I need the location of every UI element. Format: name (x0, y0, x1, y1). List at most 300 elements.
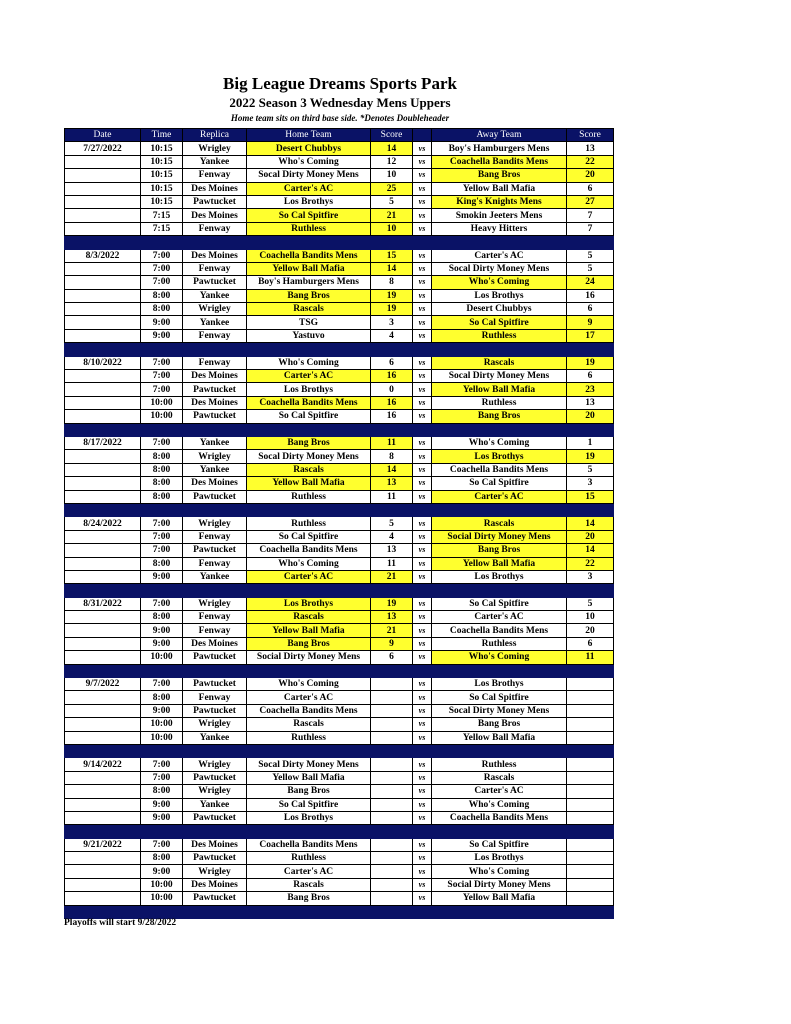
away-team-cell: Coachella Bandits Mens (432, 811, 567, 824)
away-team-cell: Bang Bros (432, 410, 567, 423)
vs-cell: vs (413, 718, 432, 731)
separator-cell (247, 343, 371, 356)
home-score-cell: 21 (371, 570, 413, 583)
home-score-cell: 19 (371, 303, 413, 316)
separator-cell (413, 503, 432, 516)
separator-cell (432, 343, 567, 356)
table-row (65, 758, 614, 771)
away-team-cell: Who's Coming (432, 651, 567, 664)
away-team-cell: Los Brothys (432, 570, 567, 583)
home-team-cell: Yellow Ball Mafia (247, 262, 371, 275)
away-score-cell: 5 (567, 463, 614, 476)
home-score-cell: 11 (371, 436, 413, 449)
page-title: Big League Dreams Sports Park (223, 74, 457, 93)
replica-cell: Yankee (183, 436, 247, 449)
date-cell (65, 878, 141, 891)
away-team-cell: Yellow Ball Mafia (432, 731, 567, 744)
table-row (65, 811, 614, 824)
date-cell (65, 811, 141, 824)
separator-cell (413, 744, 432, 757)
time-cell: 7:15 (141, 222, 183, 235)
away-score-cell: 20 (567, 624, 614, 637)
away-team-cell: Rascals (432, 771, 567, 784)
home-score-cell: 8 (371, 276, 413, 289)
replica-cell: Pawtucket (183, 544, 247, 557)
replica-cell: Yankee (183, 289, 247, 302)
home-score-cell: 16 (371, 396, 413, 409)
replica-cell: Fenway (183, 691, 247, 704)
away-score-cell: 7 (567, 222, 614, 235)
home-score-cell (371, 811, 413, 824)
vs-cell: vs (413, 329, 432, 342)
time-cell: 10:00 (141, 651, 183, 664)
replica-cell: Des Moines (183, 249, 247, 262)
home-score-cell: 19 (371, 597, 413, 610)
vs-cell: vs (413, 731, 432, 744)
home-score-cell: 5 (371, 517, 413, 530)
away-score-cell: 27 (567, 195, 614, 208)
time-cell: 8:00 (141, 852, 183, 865)
away-team-cell: So Cal Spitfire (432, 477, 567, 490)
separator-cell (65, 343, 141, 356)
separator-cell (371, 343, 413, 356)
time-cell: 7:00 (141, 249, 183, 262)
separator-cell (183, 744, 247, 757)
date-cell (65, 624, 141, 637)
away-team-cell: Los Brothys (432, 852, 567, 865)
vs-cell: vs (413, 570, 432, 583)
away-team-cell: Bang Bros (432, 169, 567, 182)
away-score-cell: 1 (567, 436, 614, 449)
table-row (65, 892, 614, 905)
vs-cell: vs (413, 303, 432, 316)
date-cell: 8/3/2022 (65, 249, 141, 262)
table-row (65, 370, 614, 383)
away-team-cell: Socal Dirty Money Mens (432, 262, 567, 275)
table-row (65, 477, 614, 490)
away-team-cell: Socal Dirty Money Mens (432, 704, 567, 717)
home-score-cell (371, 678, 413, 691)
time-cell: 9:00 (141, 316, 183, 329)
time-cell: 10:15 (141, 195, 183, 208)
replica-cell: Wrigley (183, 758, 247, 771)
away-score-cell: 7 (567, 209, 614, 222)
separator-cell (247, 744, 371, 757)
separator-cell (141, 343, 183, 356)
separator-cell (413, 905, 432, 918)
schedule-table (64, 128, 614, 919)
week-separator (65, 343, 614, 356)
separator-cell (183, 905, 247, 918)
away-score-cell (567, 892, 614, 905)
date-cell (65, 691, 141, 704)
replica-cell: Yankee (183, 316, 247, 329)
replica-cell: Des Moines (183, 396, 247, 409)
vs-cell: vs (413, 222, 432, 235)
replica-cell: Pawtucket (183, 852, 247, 865)
vs-cell: vs (413, 195, 432, 208)
table-row (65, 611, 614, 624)
home-team-cell: Rascals (247, 878, 371, 891)
away-team-cell: King's Knights Mens (432, 195, 567, 208)
time-cell: 7:00 (141, 838, 183, 851)
time-cell: 8:00 (141, 557, 183, 570)
away-score-cell: 10 (567, 611, 614, 624)
table-row (65, 704, 614, 717)
away-score-cell: 20 (567, 530, 614, 543)
week-separator (65, 584, 614, 597)
vs-cell: vs (413, 209, 432, 222)
away-score-cell: 19 (567, 450, 614, 463)
date-cell (65, 396, 141, 409)
away-score-cell: 15 (567, 490, 614, 503)
vs-cell: vs (413, 530, 432, 543)
table-row (65, 852, 614, 865)
time-cell: 9:00 (141, 570, 183, 583)
table-row (65, 155, 614, 168)
date-cell (65, 852, 141, 865)
away-score-cell (567, 678, 614, 691)
date-cell: 9/14/2022 (65, 758, 141, 771)
table-row (65, 396, 614, 409)
away-team-cell: Bang Bros (432, 544, 567, 557)
home-team-cell: Los Brothys (247, 811, 371, 824)
home-team-cell: Bang Bros (247, 637, 371, 650)
home-team-cell: Who's Coming (247, 155, 371, 168)
away-score-cell: 22 (567, 557, 614, 570)
date-cell: 8/17/2022 (65, 436, 141, 449)
vs-cell: vs (413, 436, 432, 449)
away-team-cell: So Cal Spitfire (432, 316, 567, 329)
date-cell (65, 222, 141, 235)
replica-cell: Pawtucket (183, 651, 247, 664)
home-score-cell: 19 (371, 289, 413, 302)
away-score-cell (567, 852, 614, 865)
week-separator (65, 825, 614, 838)
separator-cell (141, 236, 183, 249)
table-row (65, 838, 614, 851)
vs-cell: vs (413, 704, 432, 717)
table-row (65, 195, 614, 208)
replica-cell: Fenway (183, 169, 247, 182)
separator-cell (432, 236, 567, 249)
date-cell: 9/21/2022 (65, 838, 141, 851)
date-cell (65, 490, 141, 503)
replica-cell: Yankee (183, 155, 247, 168)
home-score-cell (371, 785, 413, 798)
home-score-cell (371, 771, 413, 784)
replica-cell: Pawtucket (183, 704, 247, 717)
replica-cell: Des Moines (183, 838, 247, 851)
separator-cell (413, 236, 432, 249)
away-team-cell: Coachella Bandits Mens (432, 155, 567, 168)
vs-cell: vs (413, 450, 432, 463)
vs-cell: vs (413, 356, 432, 369)
date-cell: 7/27/2022 (65, 142, 141, 155)
separator-cell (183, 584, 247, 597)
away-score-cell (567, 838, 614, 851)
home-team-cell: Coachella Bandits Mens (247, 838, 371, 851)
away-score-cell: 19 (567, 356, 614, 369)
away-score-cell: 11 (567, 651, 614, 664)
date-cell (65, 370, 141, 383)
week-separator (65, 423, 614, 436)
home-score-cell (371, 865, 413, 878)
home-team-cell: Boy's Hamburgers Mens (247, 276, 371, 289)
replica-cell: Fenway (183, 222, 247, 235)
table-row (65, 316, 614, 329)
home-team-cell: Socal Dirty Money Mens (247, 169, 371, 182)
playoffs-note: Playoffs will start 9/28/2022 (64, 918, 177, 928)
away-score-cell: 3 (567, 570, 614, 583)
away-team-cell: Ruthless (432, 329, 567, 342)
replica-cell: Fenway (183, 329, 247, 342)
away-score-cell (567, 865, 614, 878)
vs-cell: vs (413, 597, 432, 610)
time-cell: 7:00 (141, 758, 183, 771)
date-cell (65, 771, 141, 784)
away-team-cell: Social Dirty Money Mens (432, 530, 567, 543)
date-cell (65, 276, 141, 289)
away-score-cell (567, 771, 614, 784)
away-score-cell: 14 (567, 544, 614, 557)
home-team-cell: Who's Coming (247, 356, 371, 369)
vs-cell: vs (413, 262, 432, 275)
home-team-cell: TSG (247, 316, 371, 329)
away-team-cell: Yellow Ball Mafia (432, 383, 567, 396)
home-score-cell: 9 (371, 637, 413, 650)
date-cell (65, 557, 141, 570)
col-home-score-header: Score (371, 129, 413, 142)
time-cell: 10:15 (141, 142, 183, 155)
home-team-cell: Carter's AC (247, 570, 371, 583)
table-row (65, 303, 614, 316)
replica-cell: Wrigley (183, 785, 247, 798)
separator-cell (432, 825, 567, 838)
table-row (65, 691, 614, 704)
table-row (65, 142, 614, 155)
table-row (65, 169, 614, 182)
table-row (65, 530, 614, 543)
table-row (65, 570, 614, 583)
home-team-cell: Bang Bros (247, 892, 371, 905)
home-score-cell: 13 (371, 544, 413, 557)
vs-cell: vs (413, 142, 432, 155)
table-row (65, 771, 614, 784)
time-cell: 10:00 (141, 718, 183, 731)
home-team-cell: Socal Dirty Money Mens (247, 758, 371, 771)
separator-cell (371, 584, 413, 597)
away-team-cell: Who's Coming (432, 798, 567, 811)
week-separator (65, 503, 614, 516)
separator-cell (567, 423, 614, 436)
time-cell: 8:00 (141, 463, 183, 476)
away-team-cell: Ruthless (432, 637, 567, 650)
time-cell: 9:00 (141, 637, 183, 650)
separator-cell (371, 744, 413, 757)
replica-cell: Des Moines (183, 477, 247, 490)
away-team-cell: Los Brothys (432, 678, 567, 691)
home-team-cell: Yellow Ball Mafia (247, 477, 371, 490)
away-score-cell: 13 (567, 142, 614, 155)
date-cell (65, 785, 141, 798)
home-team-cell: Ruthless (247, 731, 371, 744)
home-team-cell: Who's Coming (247, 678, 371, 691)
col-replica-header: Replica (183, 129, 247, 142)
separator-cell (371, 664, 413, 677)
vs-cell: vs (413, 169, 432, 182)
time-cell: 9:00 (141, 704, 183, 717)
home-team-cell: Carter's AC (247, 370, 371, 383)
home-team-cell: Rascals (247, 463, 371, 476)
date-cell (65, 570, 141, 583)
replica-cell: Pawtucket (183, 892, 247, 905)
separator-cell (413, 584, 432, 597)
home-team-cell: Coachella Bandits Mens (247, 249, 371, 262)
date-cell (65, 195, 141, 208)
time-cell: 8:00 (141, 303, 183, 316)
away-score-cell: 13 (567, 396, 614, 409)
home-score-cell: 13 (371, 611, 413, 624)
separator-cell (65, 825, 141, 838)
vs-cell: vs (413, 611, 432, 624)
table-row (65, 383, 614, 396)
separator-cell (183, 825, 247, 838)
home-score-cell: 25 (371, 182, 413, 195)
date-cell (65, 611, 141, 624)
separator-cell (65, 503, 141, 516)
replica-cell: Fenway (183, 530, 247, 543)
time-cell: 10:15 (141, 182, 183, 195)
home-team-cell: Yellow Ball Mafia (247, 624, 371, 637)
replica-cell: Wrigley (183, 303, 247, 316)
date-cell (65, 209, 141, 222)
away-score-cell (567, 798, 614, 811)
vs-cell: vs (413, 517, 432, 530)
vs-cell: vs (413, 410, 432, 423)
date-cell (65, 530, 141, 543)
away-team-cell: Heavy Hitters (432, 222, 567, 235)
home-team-cell: Ruthless (247, 222, 371, 235)
replica-cell: Wrigley (183, 142, 247, 155)
table-row (65, 731, 614, 744)
table-row (65, 798, 614, 811)
away-score-cell: 6 (567, 370, 614, 383)
replica-cell: Des Moines (183, 637, 247, 650)
away-score-cell: 20 (567, 410, 614, 423)
table-row (65, 410, 614, 423)
col-away-team-header: Away Team (432, 129, 567, 142)
separator-cell (183, 423, 247, 436)
home-team-cell: Los Brothys (247, 383, 371, 396)
time-cell: 7:15 (141, 209, 183, 222)
vs-cell: vs (413, 155, 432, 168)
vs-cell: vs (413, 249, 432, 262)
home-score-cell: 8 (371, 450, 413, 463)
separator-cell (413, 343, 432, 356)
separator-cell (432, 503, 567, 516)
separator-cell (567, 503, 614, 516)
away-team-cell: Desert Chubbys (432, 303, 567, 316)
replica-cell: Des Moines (183, 182, 247, 195)
separator-cell (432, 905, 567, 918)
table-row (65, 249, 614, 262)
replica-cell: Fenway (183, 262, 247, 275)
vs-cell: vs (413, 276, 432, 289)
table-row (65, 517, 614, 530)
replica-cell: Fenway (183, 356, 247, 369)
replica-cell: Wrigley (183, 597, 247, 610)
separator-cell (141, 503, 183, 516)
time-cell: 7:00 (141, 544, 183, 557)
home-team-cell: Ruthless (247, 517, 371, 530)
separator-cell (567, 584, 614, 597)
away-team-cell: Smokin Jeeters Mens (432, 209, 567, 222)
time-cell: 10:00 (141, 410, 183, 423)
time-cell: 8:00 (141, 289, 183, 302)
date-cell (65, 182, 141, 195)
time-cell: 10:00 (141, 396, 183, 409)
time-cell: 8:00 (141, 785, 183, 798)
away-team-cell: Carter's AC (432, 249, 567, 262)
time-cell: 8:00 (141, 450, 183, 463)
table-row (65, 182, 614, 195)
table-row (65, 597, 614, 610)
table-row (65, 544, 614, 557)
away-score-cell (567, 718, 614, 731)
home-score-cell: 4 (371, 329, 413, 342)
vs-cell: vs (413, 678, 432, 691)
away-team-cell: Social Dirty Money Mens (432, 878, 567, 891)
date-cell (65, 289, 141, 302)
date-cell (65, 477, 141, 490)
date-cell: 8/10/2022 (65, 356, 141, 369)
replica-cell: Pawtucket (183, 276, 247, 289)
home-team-cell: Los Brothys (247, 597, 371, 610)
away-team-cell: So Cal Spitfire (432, 597, 567, 610)
table-row (65, 557, 614, 570)
separator-cell (371, 423, 413, 436)
away-team-cell: Yellow Ball Mafia (432, 557, 567, 570)
away-score-cell: 20 (567, 169, 614, 182)
col-home-team-header: Home Team (247, 129, 371, 142)
replica-cell: Des Moines (183, 878, 247, 891)
away-score-cell: 14 (567, 517, 614, 530)
time-cell: 7:00 (141, 276, 183, 289)
time-cell: 10:00 (141, 731, 183, 744)
away-score-cell: 24 (567, 276, 614, 289)
separator-cell (183, 343, 247, 356)
replica-cell: Pawtucket (183, 490, 247, 503)
away-team-cell: So Cal Spitfire (432, 838, 567, 851)
vs-cell: vs (413, 490, 432, 503)
time-cell: 7:00 (141, 517, 183, 530)
date-cell (65, 463, 141, 476)
table-row (65, 718, 614, 731)
week-separator (65, 236, 614, 249)
separator-cell (247, 584, 371, 597)
date-cell (65, 262, 141, 275)
home-score-cell: 10 (371, 169, 413, 182)
away-team-cell: Carter's AC (432, 611, 567, 624)
away-team-cell: Carter's AC (432, 785, 567, 798)
away-score-cell (567, 704, 614, 717)
home-team-cell: Rascals (247, 303, 371, 316)
date-cell (65, 892, 141, 905)
home-team-cell: Bang Bros (247, 436, 371, 449)
date-cell (65, 731, 141, 744)
away-score-cell (567, 731, 614, 744)
